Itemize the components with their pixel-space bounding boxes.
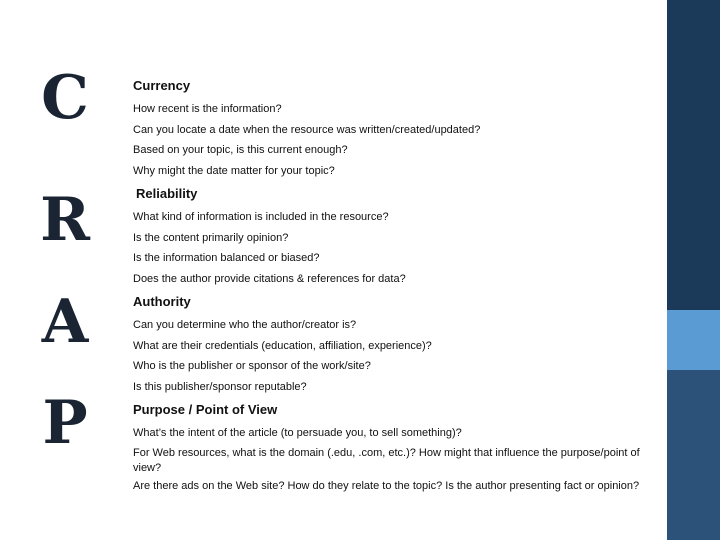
question-line: What kind of information is included in the resource? [133, 211, 389, 223]
question-list [133, 315, 653, 397]
question-line: Are there ads on the Web site? How do they relate to the topic? Is the author presenting fact or opinion? [133, 479, 640, 492]
acronym-letter-r: R [40, 185, 90, 255]
criteria-content [133, 77, 653, 498]
acronym-letter-a: A [41, 287, 89, 357]
acronym-letter-p: P [42, 388, 88, 458]
question-line: What are their credentials (education, affiliation, experience)? [133, 339, 432, 352]
question-line: What’s the intent of the article (to persuade you, to sell something)? [133, 427, 462, 439]
sidebar-accent-band [667, 310, 720, 370]
question-line: Does the author provide citations & references for data? [133, 272, 406, 285]
sidebar-mid-band [667, 370, 720, 540]
question-list [133, 423, 653, 494]
section-authority [133, 293, 653, 397]
question-line: How recent is the information? [133, 103, 282, 115]
question-line: For Web resources, what is the domain (.edu, .com, etc.)? How might that influence the purpose/point of view? [133, 446, 640, 474]
question-line: Is the information balanced or biased? [133, 252, 320, 264]
decorative-sidebar [667, 0, 720, 540]
section-reliability [133, 185, 653, 289]
section-purpose [133, 401, 653, 494]
question-line: Can you determine who the author/creator is? [133, 319, 357, 331]
question-line: Based on your topic, is this current enough? [133, 144, 348, 156]
section-title: Purpose / Point of View [133, 402, 278, 417]
question-line: Is the content primarily opinion? [133, 231, 289, 244]
question-list [133, 99, 653, 181]
acronym-letter-c: C [41, 63, 89, 133]
section-title: Authority [133, 294, 191, 309]
question-line: Why might the date matter for your topic? [133, 164, 335, 177]
section-title: Currency [133, 78, 191, 93]
question-line: Is this publisher/sponsor reputable? [133, 380, 307, 393]
section-currency [133, 77, 653, 181]
question-line: Can you locate a date when the resource was written/created/updated? [133, 123, 481, 136]
section-title: Reliability [136, 186, 198, 201]
question-list [133, 207, 653, 289]
question-line: Who is the publisher or sponsor of the work/site? [133, 360, 371, 372]
